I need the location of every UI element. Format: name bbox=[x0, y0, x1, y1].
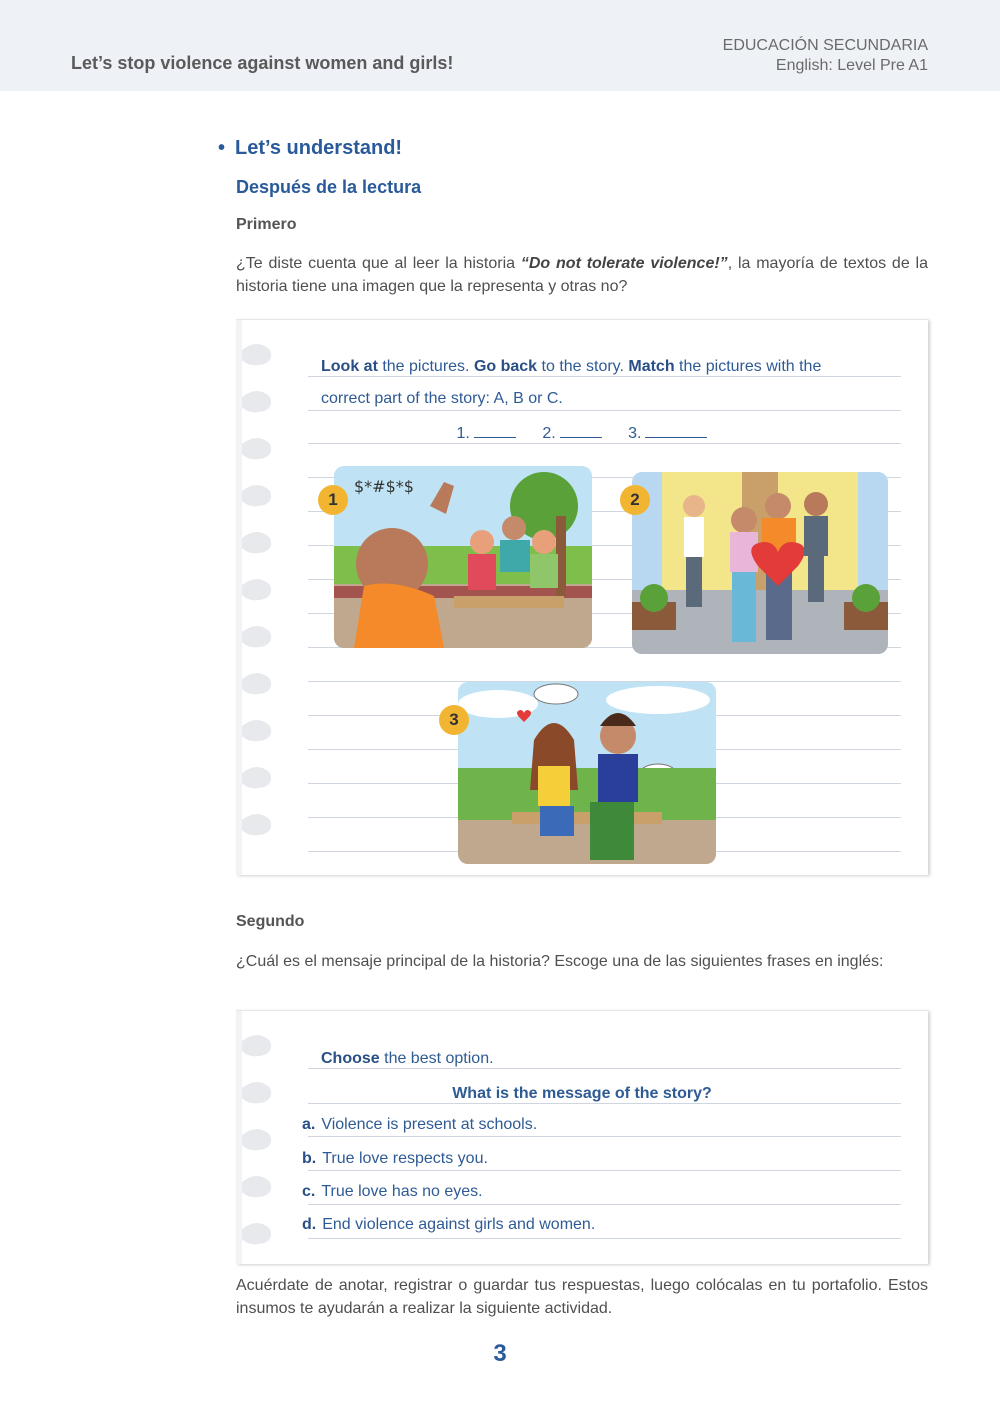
instr-text: the pictures with the bbox=[674, 358, 822, 375]
answer-blank-2[interactable] bbox=[560, 423, 602, 438]
section-title-text: Let’s understand! bbox=[235, 137, 403, 159]
primero-heading: Primero bbox=[236, 216, 297, 233]
option-b[interactable] bbox=[302, 1150, 488, 1168]
rule-line bbox=[308, 1136, 901, 1137]
section-title bbox=[218, 137, 402, 160]
picture-1-badge: 1 bbox=[318, 485, 348, 515]
page-number: 3 bbox=[493, 1340, 507, 1367]
picture-2-badge: 2 bbox=[620, 485, 650, 515]
option-letter: a. bbox=[302, 1116, 316, 1133]
instr-text: to the story. bbox=[537, 358, 629, 375]
primero-text-start: ¿Te diste cuenta que al leer la historia bbox=[236, 255, 521, 272]
picture-1-illustration bbox=[334, 466, 592, 648]
instr-look-at: Look at bbox=[321, 358, 378, 375]
bullet-icon: • bbox=[218, 137, 226, 159]
picture-3-badge: 3 bbox=[439, 705, 469, 735]
rule-line bbox=[308, 1204, 901, 1205]
match-instruction-line1 bbox=[321, 358, 821, 376]
footer-note: Acuérdate de anotar, registrar o guardar tus respuestas, luego colócalas en tu portafolio. Estos insumos te ayudarán a realizar la siguiente actividad. bbox=[236, 1277, 928, 1317]
segundo-paragraph: ¿Cuál es el mensaje principal de la historia? Escoge una de las siguientes frases en inglés: bbox=[236, 953, 884, 970]
option-text: End violence against girls and women. bbox=[322, 1216, 596, 1233]
answer-blank-3[interactable] bbox=[645, 423, 707, 438]
match-notebook bbox=[236, 319, 928, 875]
option-c[interactable] bbox=[302, 1183, 483, 1201]
instr-text: the best option. bbox=[379, 1050, 494, 1067]
rule-line bbox=[308, 1170, 901, 1171]
notebook-rings-icon bbox=[236, 1011, 276, 1264]
blank-label-2: 2. bbox=[542, 425, 556, 442]
rule-line bbox=[308, 410, 901, 411]
match-instruction-line2: correct part of the story: A, B or C. bbox=[321, 390, 563, 407]
option-letter: c. bbox=[302, 1183, 316, 1200]
question-title: What is the message of the story? bbox=[452, 1085, 712, 1102]
rule-line bbox=[308, 1068, 901, 1069]
option-text: True love has no eyes. bbox=[321, 1183, 483, 1200]
option-a[interactable] bbox=[302, 1116, 537, 1134]
course-level bbox=[723, 36, 928, 76]
instr-go-back: Go back bbox=[473, 358, 538, 375]
picture-3-illustration bbox=[458, 682, 716, 864]
segundo-heading: Segundo bbox=[236, 913, 305, 930]
option-letter: d. bbox=[302, 1216, 317, 1233]
blank-label-1: 1. bbox=[456, 425, 470, 442]
rule-line bbox=[308, 376, 901, 377]
instr-choose: Choose bbox=[321, 1050, 380, 1067]
picture-2-illustration bbox=[632, 472, 888, 654]
rule-line bbox=[308, 1103, 901, 1104]
subheading: Después de la lectura bbox=[236, 177, 422, 197]
primero-paragraph bbox=[236, 252, 928, 298]
school-heart-illustration bbox=[632, 472, 888, 654]
answer-blanks bbox=[236, 423, 928, 443]
instr-match: Match bbox=[628, 358, 675, 375]
option-letter: b. bbox=[302, 1150, 317, 1167]
instr-text: the pictures. bbox=[377, 358, 474, 375]
option-text: Violence is present at schools. bbox=[321, 1116, 538, 1133]
choose-notebook bbox=[236, 1010, 928, 1264]
blank-label-3: 3. bbox=[628, 425, 642, 442]
rule-line bbox=[308, 1238, 901, 1239]
education-level: EDUCACIÓN SECUNDARIA bbox=[722, 37, 928, 54]
choose-instruction bbox=[321, 1050, 494, 1068]
park-argument-illustration bbox=[334, 466, 592, 648]
answer-blank-1[interactable] bbox=[474, 423, 516, 438]
couple-bench-illustration bbox=[458, 682, 716, 864]
document-title: Let’s stop violence against women and girls! bbox=[71, 53, 454, 73]
primero-text-end: , la mayoría de textos de la historia tiene una imagen que la representa y otras no? bbox=[236, 255, 928, 295]
option-text: True love respects you. bbox=[322, 1150, 488, 1167]
notebook-rings-icon bbox=[236, 320, 276, 875]
story-title: “Do not tolerate violence!” bbox=[520, 255, 728, 272]
rule-line bbox=[308, 443, 901, 444]
option-d[interactable] bbox=[302, 1216, 595, 1234]
english-level: English: Level Pre A1 bbox=[775, 57, 928, 74]
svg-text:$*#$*$: $*#$*$ bbox=[354, 477, 414, 496]
